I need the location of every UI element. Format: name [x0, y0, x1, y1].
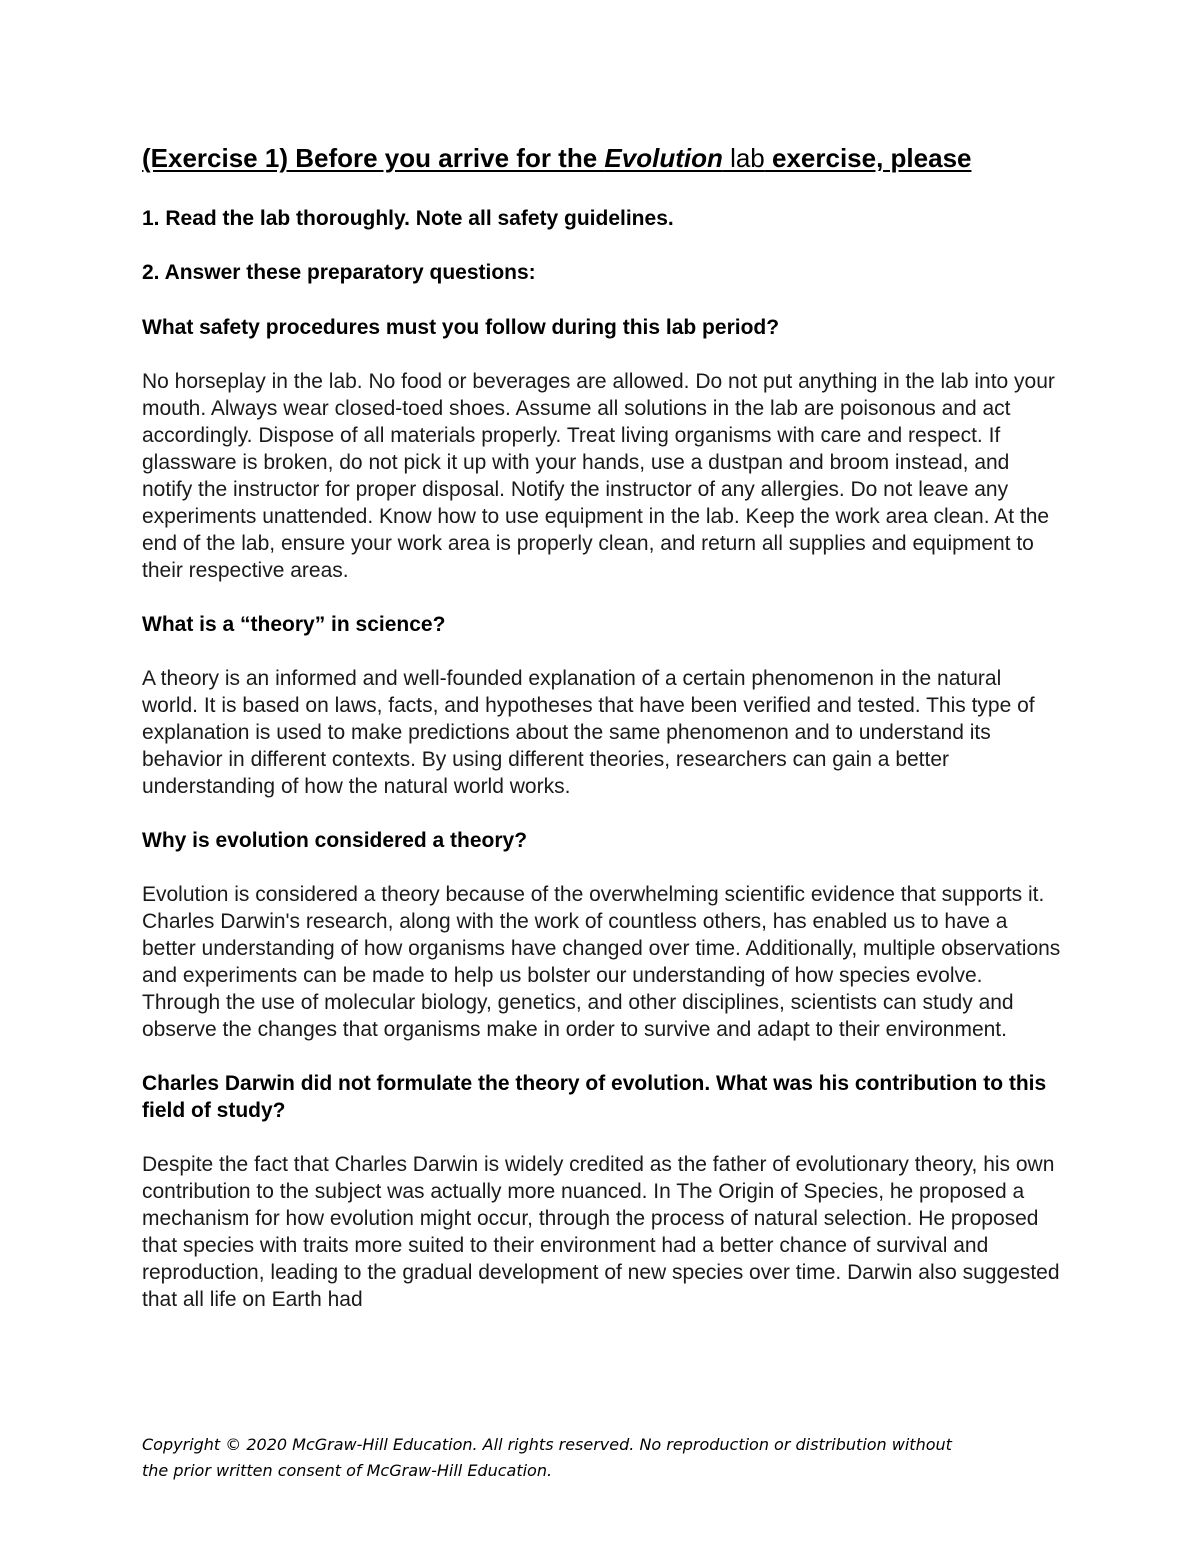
document-page	[142, 138, 1062, 1340]
page-title	[142, 138, 1062, 178]
instruction-step-1: 1. Read the lab thoroughly. Note all safety guidelines.	[142, 207, 674, 230]
instruction-step-2: 2. Answer these preparatory questions:	[142, 261, 536, 284]
footer-line-1: Copyright © 2020 McGraw-Hill Education. All rights reserved. No reproduction or distribution without	[142, 1435, 952, 1454]
title-middle: lab	[722, 143, 765, 173]
title-emphasis: Evolution	[604, 143, 723, 173]
answer-safety: No horseplay in the lab. No food or beverages are allowed. Do not put anything in the lab into your mouth. Always wear closed-toed shoes. Assume all solutions in the lab are poisonous and act accordingly. Dispose of all materials properly. Treat living organisms with care and respect. If glassware is broken, do not pick it up with your hands, use a dustpan and broom instead, and notify the instructor for proper disposal. Notify the instructor of any allergies. Do not leave any experiments unattended. Know how to use equipment in the lab. Keep the work area clean. At the end of the lab, ensure your work area is properly clean, and return all supplies and equipment to their respective areas.	[142, 370, 1055, 582]
question-evolution-theory: Why is evolution considered a theory?	[142, 829, 528, 852]
answer-darwin: Despite the fact that Charles Darwin is widely credited as the father of evolutionary theory, his own contribution to the subject was actually more nuanced. In The Origin of Species, he proposed a mechanism for how evolution might occur, through the process of natural selection. He proposed that species with traits more suited to their environment had a better chance of survival and reproduction, leading to the gradual development of new species over time. Darwin also suggested that all life on Earth had	[142, 1153, 1060, 1311]
question-safety: What safety procedures must you follow during this lab period?	[142, 316, 780, 339]
question-darwin: Charles Darwin did not formulate the theory of evolution. What was his contribution to this field of study?	[142, 1072, 1047, 1122]
question-theory: What is a “theory” in science?	[142, 613, 446, 636]
title-suffix: exercise, please	[764, 143, 972, 173]
answer-evolution-theory: Evolution is considered a theory because of the overwhelming scientific evidence that supports it. Charles Darwin's research, along with the work of countless others, has enabled us to have a better understanding of how organisms have changed over time. Additionally, multiple observations and experiments can be made to help us bolster our understanding of how species evolve. Through the use of molecular biology, genetics, and other disciplines, scientists can study and observe the changes that organisms make in order to survive and adapt to their environment.	[142, 883, 1061, 1041]
answer-theory: A theory is an informed and well-founded explanation of a certain phenomenon in the natural world. It is based on laws, facts, and hypotheses that have been verified and tested. This type of explanation is used to make predictions about the same phenomenon and to understand its behavior in different contexts. By using different theories, researchers can gain a better understanding of how the natural world works.	[142, 667, 1035, 798]
title-prefix: (Exercise 1) Before you arrive for the	[142, 143, 605, 173]
copyright-footer	[142, 1432, 1062, 1484]
footer-line-2: the prior written consent of McGraw-Hill Education.	[142, 1461, 553, 1480]
